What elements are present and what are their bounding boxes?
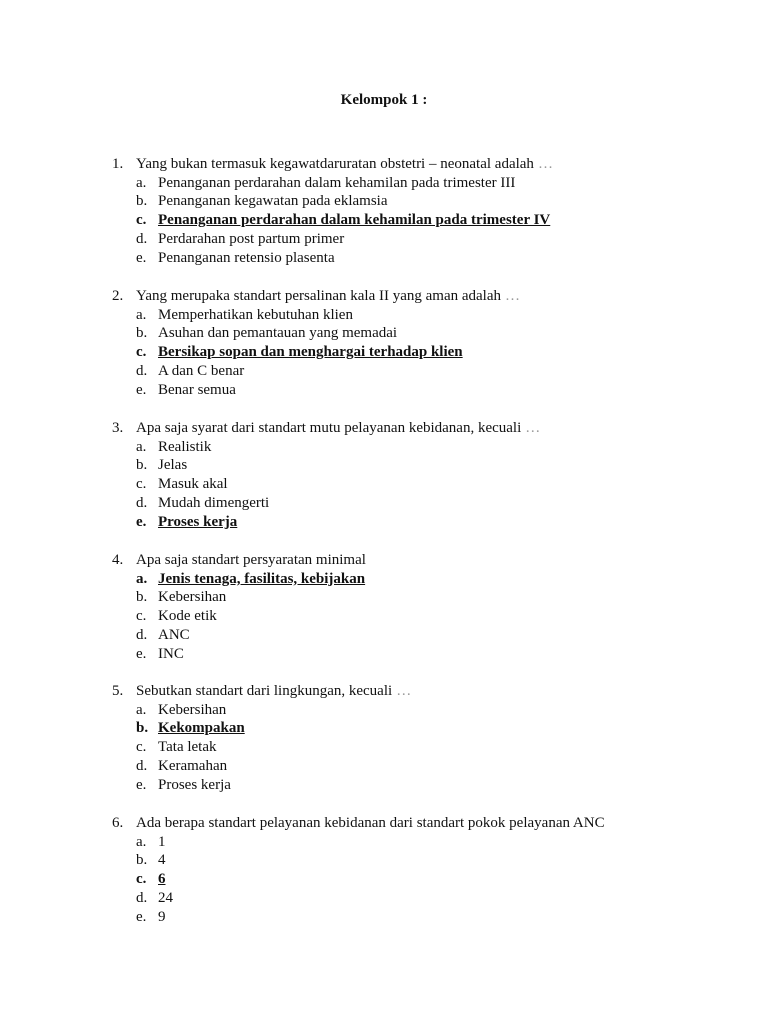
option-text: Perdarahan post partum primer	[158, 230, 345, 247]
option-list	[112, 174, 732, 268]
option-text: Jenis tenaga, fasilitas, kebijakan	[158, 570, 366, 587]
question-number: 3.	[112, 420, 124, 436]
option-letter: b.	[136, 852, 148, 869]
option-text: 6	[158, 871, 166, 888]
option-text: Realistik	[158, 438, 212, 455]
page-title: Kelompok 1 :	[340, 92, 428, 108]
question-6	[112, 814, 732, 926]
option-d	[112, 626, 732, 645]
option-a-correct-answer	[112, 570, 732, 589]
option-b	[112, 324, 732, 343]
question-number: 6.	[112, 815, 124, 831]
option-e	[112, 776, 732, 795]
option-text: A dan C benar	[158, 362, 245, 379]
option-c-correct-answer	[112, 211, 732, 230]
option-text: 24	[158, 889, 173, 906]
question-number: 5.	[112, 683, 124, 699]
option-letter: c.	[136, 871, 147, 888]
option-a	[112, 833, 732, 852]
option-text: Penanganan perdarahan dalam kehamilan pada trimester III	[158, 174, 516, 191]
option-text: Kode etik	[158, 608, 217, 625]
option-letter: c.	[136, 212, 147, 229]
option-d	[112, 494, 732, 513]
question-number: 4.	[112, 552, 124, 568]
question-text: Ada berapa standart pelayanan kebidanan dari standart pokok pelayanan ANC	[136, 815, 605, 831]
question-stem	[112, 155, 732, 174]
option-text: Kebersihan	[158, 701, 227, 718]
option-text: 1	[158, 833, 166, 850]
option-text: Keramahan	[158, 757, 228, 774]
option-letter: d.	[136, 230, 148, 247]
option-text: ANC	[158, 626, 190, 643]
option-text: 9	[158, 908, 166, 925]
question-text: Sebutkan standart dari lingkungan, kecuali	[136, 683, 393, 699]
option-a	[112, 306, 732, 325]
option-text: Penanganan kegawatan pada eklamsia	[158, 193, 388, 210]
option-list	[112, 438, 732, 532]
option-e	[112, 381, 732, 400]
option-letter: e.	[136, 908, 147, 925]
question-ellipsis: …	[537, 156, 553, 172]
option-letter: b.	[136, 325, 148, 342]
question-ellipsis: …	[525, 420, 541, 436]
question-ellipsis: …	[505, 288, 521, 304]
option-text: Kebersihan	[158, 589, 227, 606]
option-text: Proses kerja	[158, 776, 231, 793]
option-letter: a.	[136, 833, 147, 850]
option-c	[112, 607, 732, 626]
option-letter: a.	[136, 570, 148, 587]
option-letter: c.	[136, 608, 147, 625]
option-e	[112, 908, 732, 927]
option-text: INC	[158, 645, 184, 662]
option-e	[112, 645, 732, 664]
question-4	[112, 551, 732, 663]
option-text: Tata letak	[158, 739, 217, 756]
option-letter: c.	[136, 476, 147, 493]
option-e	[112, 249, 732, 268]
option-text: Mudah dimengerti	[158, 494, 270, 511]
option-letter: d.	[136, 889, 148, 906]
option-letter: b.	[136, 457, 148, 474]
question-number: 2.	[112, 288, 124, 304]
option-text: Masuk akal	[158, 476, 228, 493]
option-d	[112, 889, 732, 908]
option-text: Kekompakan	[158, 720, 245, 737]
option-letter: a.	[136, 438, 147, 455]
question-stem	[112, 814, 732, 833]
question-text: Apa saja syarat dari standart mutu pelayanan kebidanan, kecuali	[136, 420, 522, 436]
option-c-correct-answer	[112, 870, 732, 889]
option-b	[112, 851, 732, 870]
question-5	[112, 682, 732, 794]
option-d	[112, 362, 732, 381]
question-number: 1.	[112, 156, 124, 172]
option-text: Jelas	[158, 457, 188, 474]
option-list	[112, 833, 732, 927]
option-letter: d.	[136, 362, 148, 379]
option-text: Bersikap sopan dan menghargai terhadap klien	[158, 344, 463, 361]
option-a	[112, 438, 732, 457]
option-b	[112, 192, 732, 211]
option-text: Asuhan dan pemantauan yang memadai	[158, 325, 398, 342]
question-stem	[112, 551, 732, 570]
option-text: 4	[158, 852, 166, 869]
option-text: Benar semua	[158, 381, 236, 398]
option-letter: e.	[136, 249, 147, 266]
question-ellipsis: …	[396, 683, 412, 699]
option-c-correct-answer	[112, 343, 732, 362]
option-letter: d.	[136, 626, 148, 643]
option-letter: b.	[136, 589, 148, 606]
option-letter: e.	[136, 776, 147, 793]
question-text: Apa saja standart persyaratan minimal	[136, 552, 366, 568]
option-b	[112, 456, 732, 475]
option-letter: c.	[136, 739, 147, 756]
question-stem	[112, 419, 732, 438]
option-c	[112, 475, 732, 494]
question-2	[112, 287, 732, 399]
option-e-correct-answer	[112, 513, 732, 532]
question-text: Yang merupaka standart persalinan kala II yang aman adalah	[136, 288, 502, 304]
question-stem	[112, 682, 732, 701]
option-letter: a.	[136, 306, 147, 323]
option-a	[112, 701, 732, 720]
option-letter: e.	[136, 381, 147, 398]
option-list	[112, 306, 732, 400]
option-text: Proses kerja	[158, 513, 238, 530]
question-text: Yang bukan termasuk kegawatdaruratan obstetri – neonatal adalah	[136, 156, 534, 172]
option-letter: b.	[136, 720, 149, 737]
question-stem	[112, 287, 732, 306]
option-letter: a.	[136, 174, 147, 191]
option-b	[112, 588, 732, 607]
question-1	[112, 155, 732, 267]
option-d	[112, 230, 732, 249]
option-list	[112, 570, 732, 664]
option-text: Penanganan retensio plasenta	[158, 249, 335, 266]
option-list	[112, 701, 732, 795]
option-letter: a.	[136, 701, 147, 718]
option-letter: e.	[136, 513, 147, 530]
option-letter: c.	[136, 344, 147, 361]
option-letter: d.	[136, 757, 148, 774]
option-d	[112, 757, 732, 776]
option-letter: e.	[136, 645, 147, 662]
option-letter: d.	[136, 494, 148, 511]
option-a	[112, 174, 732, 193]
option-c	[112, 738, 732, 757]
option-letter: b.	[136, 193, 148, 210]
question-3	[112, 419, 732, 531]
option-b-correct-answer	[112, 719, 732, 738]
option-text: Memperhatikan kebutuhan klien	[158, 306, 353, 323]
option-text: Penanganan perdarahan dalam kehamilan pada trimester IV	[158, 212, 551, 229]
